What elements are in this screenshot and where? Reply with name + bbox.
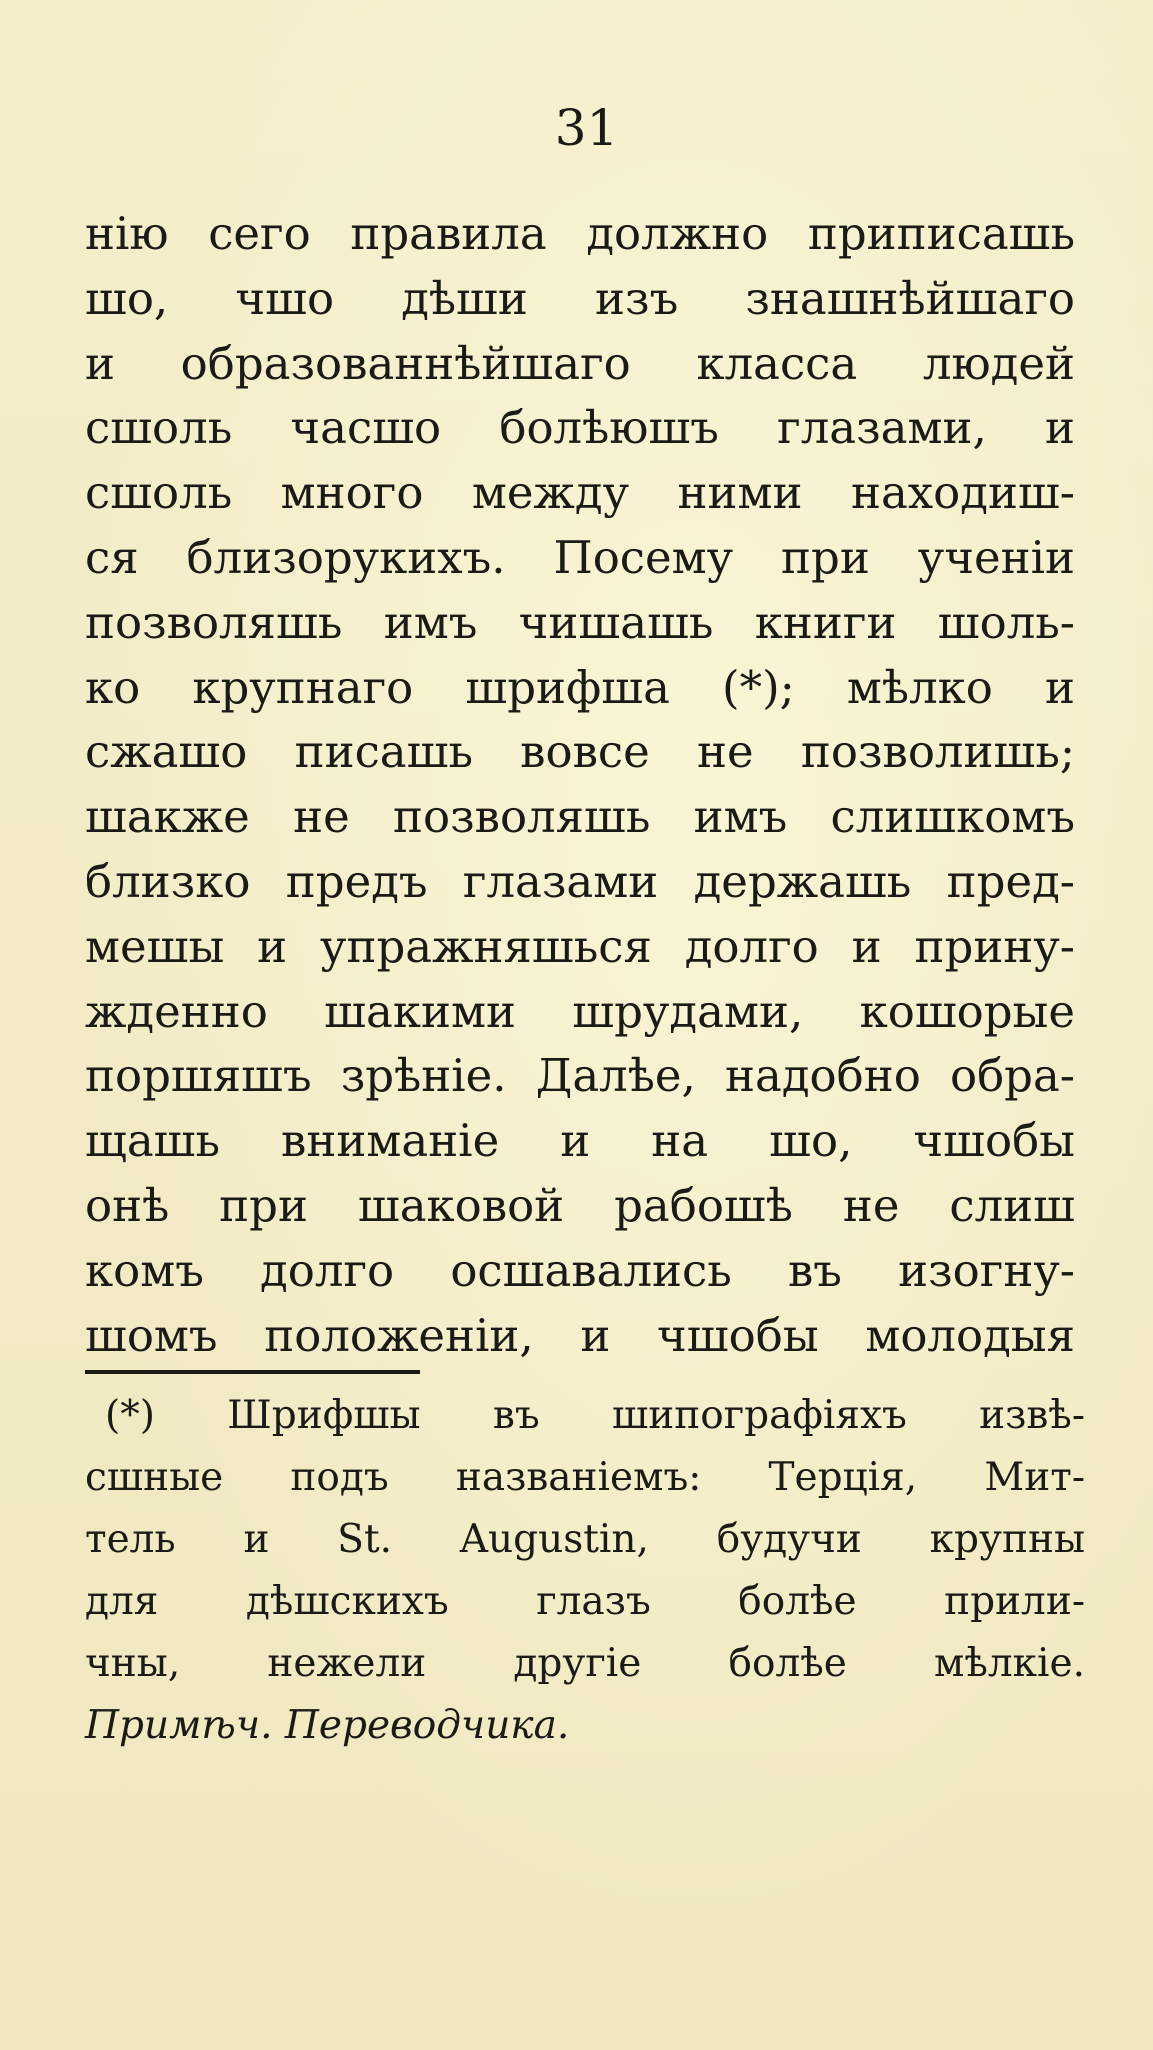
footnote-line: (*) Шрифшы въ шипографіяхъ извѣ- <box>105 1393 1085 1438</box>
text-line: сшоль много между ними находиш- <box>85 466 1075 520</box>
text-line: сжашо писашь вовсе не позволишь; <box>85 725 1075 779</box>
text-line: жденно шакими шрудами, кошорые <box>85 984 1075 1038</box>
text-line: поршяшъ зрѣніе. Далѣе, надобно обра- <box>85 1049 1075 1103</box>
footnote-line: сшные подъ названіемъ: Терція, Мит- <box>85 1455 1085 1500</box>
text-line: сшоль часшо болѣюшъ глазами, и <box>85 401 1075 455</box>
footnote-divider <box>85 1370 420 1374</box>
text-line: шакже не позволяшь имъ слишкомъ <box>85 790 1075 844</box>
text-line: позволяшь имъ чишашь книги шоль- <box>85 595 1075 649</box>
text-line: близко предъ глазами держашь пред- <box>85 854 1075 908</box>
text-line: и образованнѣйшаго класса людей <box>85 336 1075 390</box>
text-line: шо, чшо дѣши изъ знашнѣйшаго <box>85 271 1075 325</box>
text-line: ся близорукихъ. Посему при ученіи <box>85 530 1075 584</box>
text-line: щашь вниманіе и на шо, чшобы <box>85 1114 1075 1168</box>
page-number: 31 <box>554 99 619 157</box>
text-line: комъ долго осшавались въ изогну- <box>85 1243 1075 1297</box>
body-text <box>85 202 1075 1368</box>
footnote-line: тель и St. Augustin, будучи крупны <box>85 1517 1085 1562</box>
text-line: мешы и упражняшься долго и прину- <box>85 919 1075 973</box>
text-line: нію сего правила должно приписашь <box>85 207 1075 260</box>
footnote-line: чны, нежели другіе болѣе мѣлкіе. <box>85 1641 1085 1686</box>
footnote <box>85 1385 1085 1757</box>
footnote-signature: Примѣч. Переводчика. <box>85 1703 570 1748</box>
text-line: шомъ положеніи, и чшобы молодыя <box>85 1308 1075 1362</box>
text-line: ко крупнаго шрифша (*); мѣлко и <box>85 660 1075 714</box>
text-line: онѣ при шаковой рабошѣ не слиш <box>85 1178 1075 1232</box>
footnote-line: для дѣшскихъ глазъ болѣе прили- <box>85 1579 1085 1624</box>
